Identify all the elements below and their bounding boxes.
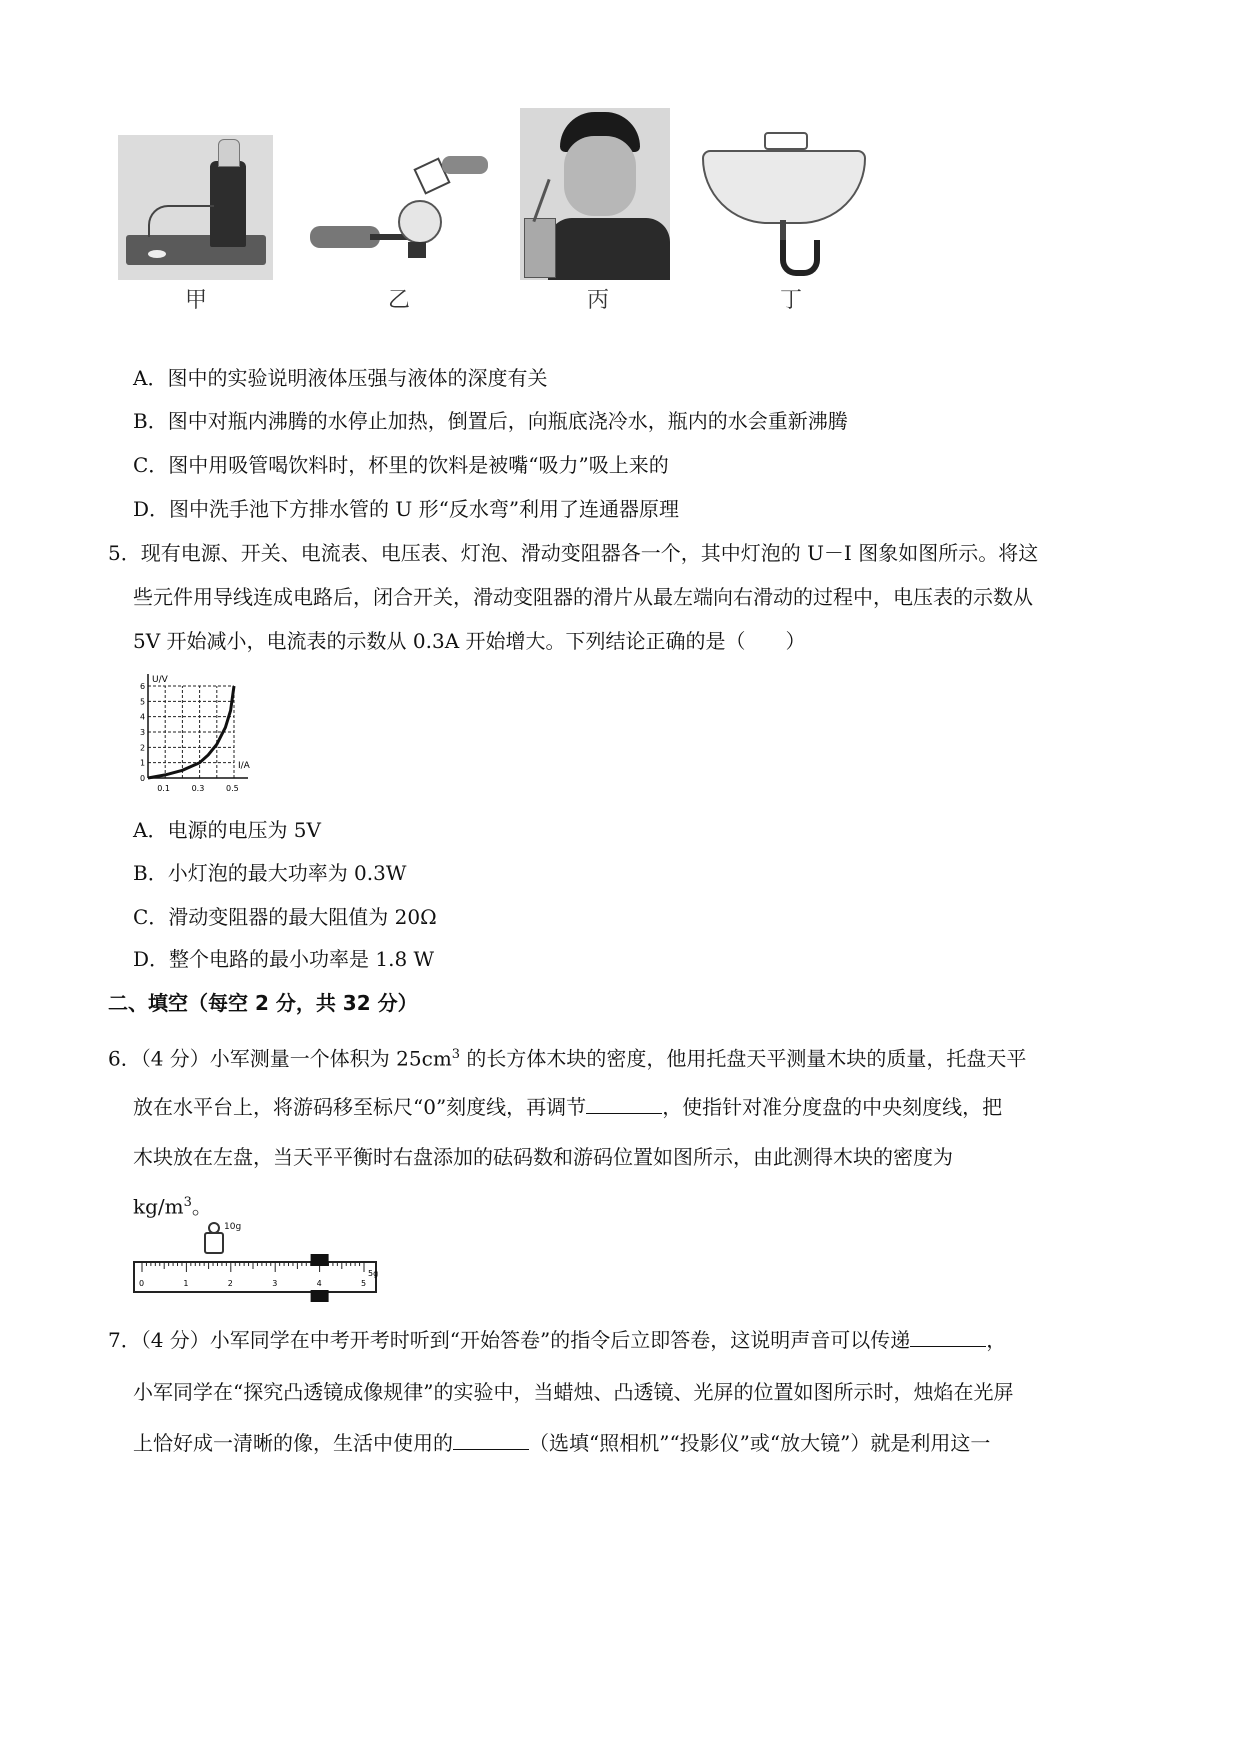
jia-tube [148,205,214,237]
jia-bottle [210,161,246,247]
q7-line-1-b: ， [986,1328,1007,1352]
q5-line-3: 5V 开始减小，电流表的示数从 0.3A 开始增大。下列结论正确的是（ ） [133,629,806,653]
figure-ding [700,128,870,280]
caption-jia: 甲 [185,288,208,313]
ui-chart-xlabel: I/A [238,761,250,771]
q4-option-c: C．图中用吸管喝饮料时，杯里的饮料是被嘴“吸力”吸上来的 [133,453,669,477]
rider-scale [134,1250,384,1310]
q6-line-1 [108,1040,1026,1074]
yi-pour-hand [442,156,488,174]
caption-yi: 乙 [388,288,411,313]
rider-top [311,1254,329,1266]
rider-bottom [311,1290,329,1302]
q7-blank-1[interactable] [910,1326,986,1347]
q6-balance-figure [130,1222,390,1312]
y-tick-label: 5 [140,697,146,707]
q6-blank-1[interactable] [586,1093,662,1114]
q6-line-3: 木块放在左盘，当天平平衡时右盘添加的砝码数和游码位置如图所示，由此测得木块的密度为 [133,1145,953,1169]
q7-line-1-a: 7．（4 分）小军同学在中考开考时听到“开始答卷”的指令后立即答卷，这说明声音可以传递 [108,1328,911,1352]
weight-label: 10g [224,1222,242,1232]
caption-bing: 丙 [587,288,610,313]
q7-line-3-b: （选填“照相机”“投影仪”或“放大镜”）就是利用这一 [529,1431,991,1455]
q6-line-4-sup: 3 [183,1195,192,1210]
y-tick-label: 3 [140,728,146,737]
q5-line-2: 些元件用导线连成电路后，闭合开关，滑动变阻器的滑片从最左端向右滑动的过程中，电压表的示数从 [133,585,1033,609]
q6-line-1-sup: 3 [451,1047,461,1062]
q6-line-1-a: 6．（4 分）小军测量一个体积为 25cm [108,1046,452,1071]
scale-max-label: 5g [368,1269,379,1278]
figure-bing [520,108,670,280]
y-tick-label: 4 [140,712,146,722]
y-tick-label: 6 [140,682,146,691]
scale-label: 3 [272,1279,278,1288]
bing-shirt [548,218,670,280]
ui-chart-grid [148,686,234,778]
y-tick-label: 1 [140,758,146,768]
q6-line-4-b: 。 [191,1194,212,1219]
bing-face [564,136,636,216]
x-tick-label: 0.1 [157,784,170,793]
q4-option-d: D．图中洗手池下方排水管的 U 形“反水弯”利用了连通器原理 [133,497,680,521]
q5-line-1: 5．现有电源、开关、电流表、电压表、灯泡、滑动变阻器各一个，其中灯泡的 U－I 图象如图所示。将这 [108,541,1039,565]
q7-line-1 [108,1325,1006,1355]
q5-option-b: B．小灯泡的最大功率为 0.3W [133,861,407,885]
q5-option-c: C．滑动变阻器的最大阻值为 20Ω [133,905,437,929]
q6-line-4-a: kg/m [133,1194,184,1219]
scale-label: 2 [227,1279,233,1288]
jia-spot [148,250,166,258]
scale-label: 5 [361,1279,367,1288]
bing-straw [532,179,550,222]
jia-bottle-neck [218,139,240,167]
q6-line-1-b: 的长方体木块的密度，他用托盘天平测量木块的质量，托盘天平 [460,1046,1027,1071]
q5-option-d: D．整个电路的最小功率是 1.8 W [133,947,435,971]
ding-basin [702,150,866,224]
scale-label: 0 [139,1279,145,1288]
q4-option-b: B．图中对瓶内沸腾的水停止加热，倒置后，向瓶底浇冷水，瓶内的水会重新沸腾 [133,409,848,433]
q6-line-2-b: ，使指针对准分度盘的中央刻度线，把 [662,1095,1003,1119]
figure-jia [118,135,273,280]
caption-ding: 丁 [780,288,803,313]
q7-blank-2[interactable] [453,1429,529,1450]
q6-line-2-a: 放在水平台上，将游码移至标尺“0”刻度线，再调节 [133,1095,587,1119]
scale-label: 1 [183,1279,189,1288]
section-2-title: 二、填空（每空 2 分，共 32 分） [108,991,418,1015]
q6-line-4 [133,1188,212,1222]
x-tick-label: 0.5 [226,784,239,793]
y-tick-label: 0 [140,774,146,783]
bing-cup [524,218,556,278]
q5-option-a: A．电源的电压为 5V [133,818,321,842]
q7-line-3 [133,1428,990,1458]
ui-chart [130,672,270,792]
ding-faucet [764,132,808,150]
q7-line-2: 小军同学在“探究凸透镜成像规律”的实验中，当蜡烛、凸透镜、光屏的位置如图所示时，烛焰在光屏 [133,1380,1014,1404]
q4-option-a: A．图中的实验说明液体压强与液体的深度有关 [133,366,548,390]
scale-label: 4 [316,1279,322,1288]
q7-line-3-a: 上恰好成一清晰的像，生活中使用的 [133,1431,453,1455]
scale-frame [134,1262,379,1292]
figure-yi [310,148,490,280]
yi-stopper [408,242,426,258]
ding-u-bend [780,240,820,276]
ui-chart-ylabel: U/V [152,675,168,685]
q6-line-2 [133,1092,1002,1122]
x-tick-label: 0.3 [191,784,205,793]
y-tick-label: 2 [140,743,146,753]
yi-flask [398,200,442,244]
